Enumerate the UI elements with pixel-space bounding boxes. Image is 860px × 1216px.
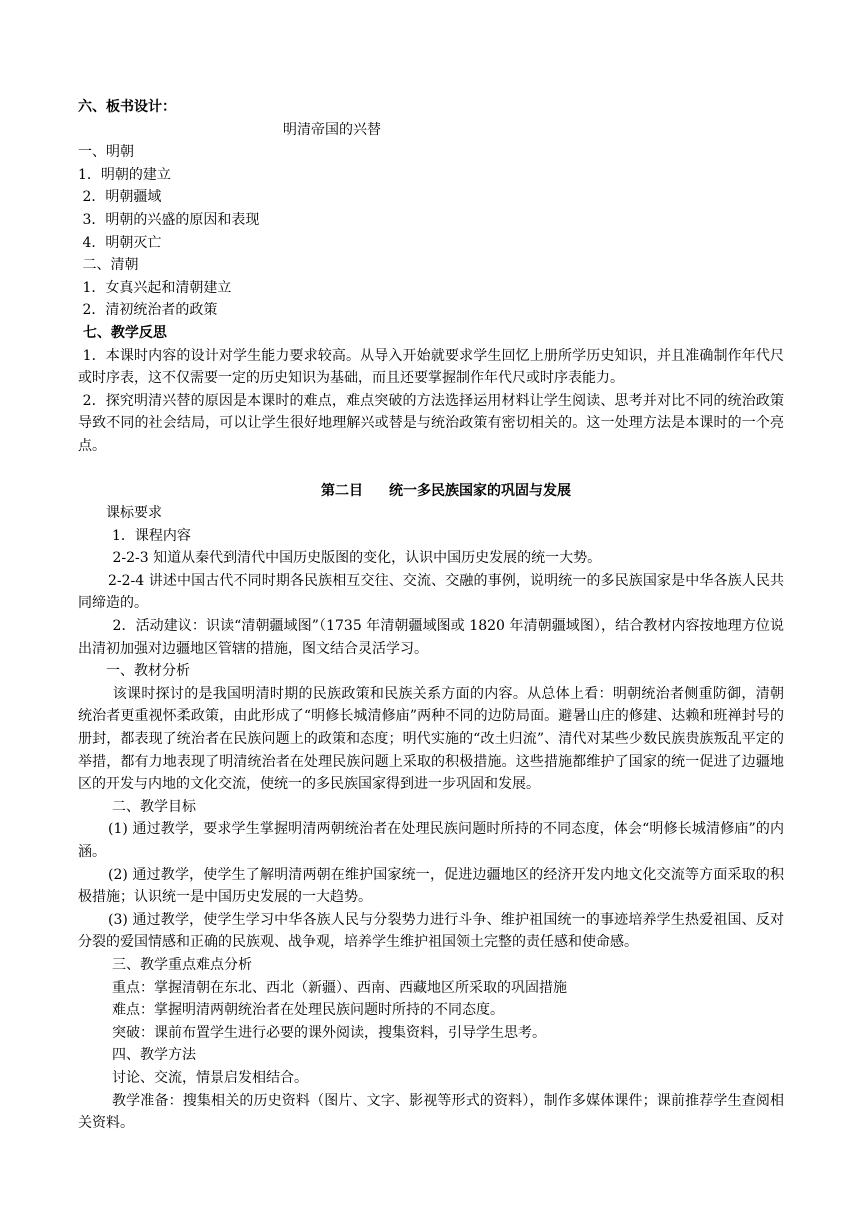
board-item: 1．明朝的建立 — [78, 166, 171, 183]
method-heading: 四、教学方法 — [112, 1047, 196, 1064]
section-title — [78, 480, 784, 503]
key-heading: 三、教学重点难点分析 — [112, 956, 252, 973]
analysis-text: 该课时探讨的是我国明清时期的民族政策和民族关系方面的内容。从总体上看：明朝统治者侧重防御，清朝统治者更重视怀柔政策，由此形成了“明修长城清修庙”两种不同的边防局面。避暑山庄的修建、达赖和班禅封号的册封，都表现了统治者在民族问题上的政策和态度；明代实施的“改土归流”、清代对某些少数民族贵族叛乱平定的举措，都有力地表现了明清统治者在处理民族问题上采取的积极措施。这些措施都维护了国家的统一促进了边疆地区的开发与内地的文化交流，使统一的多民族国家得到进一步巩固和发展。 — [78, 685, 785, 793]
board-item: 二、清朝 — [78, 257, 139, 274]
analysis-heading: 一、教材分析 — [106, 663, 190, 680]
prep-text: 教学准备：搜集相关的历史资料（图片、文字、影视等形式的资料），制作多媒体课件；课前推荐学生查阅相关资料。 — [78, 1092, 784, 1132]
course-item: 2-2-4 讲述中国古代不同时期各民族相互交往、交流、交融的事例，说明统一的多民族国家是中华各族人民共同缔造的。 — [78, 572, 784, 612]
standard-heading: 课标要求 — [106, 505, 162, 522]
board-item: 1．女真兴起和清朝建立 — [78, 279, 232, 296]
course-heading: 1．课程内容 — [112, 527, 191, 544]
goal-item: (3) 通过教学，使学生学习中华各族人民与分裂势力进行斗争、维护祖国统一的事迹培养学生热爱祖国、反对分裂的爱国情感和正确的民族观、战争观，培养学生维护祖国领土完整的责任感和使命感。 — [78, 911, 784, 951]
document-page — [78, 96, 784, 1135]
reflection-heading: 七、教学反思 — [78, 324, 167, 341]
board-item: 4．明朝灭亡 — [78, 234, 162, 251]
board-heading: 六、板书设计： — [78, 99, 176, 115]
goal-item: (2) 通过教学，使学生了解明清两朝在维护国家统一，促进边疆地区的经济开发内地文化交流等方面采取的积极措施；认识统一是中国历史发展的一大趋势。 — [78, 866, 784, 906]
key-point: 难点：掌握明清两朝统治者在处理民族问题时所持的不同态度。 — [112, 1002, 504, 1019]
method-text: 讨论、交流，情景启发相结合。 — [112, 1069, 308, 1086]
board-item: 一、明朝 — [78, 144, 134, 161]
reflection-paragraph: 2．探究明清兴替的原因是本课时的难点，难点突破的方法选择运用材料让学生阅读、思考并对比不同的统治政策导致不同的社会结局，可以让学生很好地理解兴或替是与统治政策有密切相关的。这一处理方法是本课时的一个亮点。 — [78, 392, 785, 454]
section-title-right: 统一多民族国家的巩固与发展 — [389, 482, 571, 499]
board-item: 2．清初统治者的政策 — [78, 302, 218, 319]
goals-heading: 二、教学目标 — [112, 798, 196, 815]
course-item: 2-2-3 知道从秦代到清代中国历史版图的变化，认识中国历史发展的统一大势。 — [108, 550, 602, 567]
reflection-paragraph: 1．本课时内容的设计对学生能力要求较高。从导入开始就要求学生回忆上册所学历史知识，并且准确制作年代尺或时序表，这不仅需要一定的历史知识为基础，而且还要掌握制作年代尺或时序表能力。 — [78, 347, 785, 387]
goal-item: (1) 通过教学，要求学生掌握明清两朝统治者在处理民族问题时所持的不同态度，体会“明修长城清修庙”的内涵。 — [78, 821, 784, 860]
section-title-left: 第二目 — [321, 482, 363, 499]
key-point: 重点：掌握清朝在东北、西北（新疆）、西南、西藏地区所采取的巩固措施 — [112, 979, 567, 996]
board-item: 3．明朝的兴盛的原因和表现 — [78, 211, 260, 228]
board-item: 2．明朝疆域 — [78, 189, 162, 206]
activity-text: 2．活动建议：识读“清朝疆域图”（1735 年清朝疆域图或 1820 年清朝疆域图），结合教材内容按地理方位说出清初加强对边疆地区管辖的措施，图文结合灵活学习。 — [78, 618, 784, 657]
board-title: 明清帝国的兴替 — [283, 121, 381, 138]
key-point: 突破：课前布置学生进行必要的课外阅读，搜集资料，引导学生思考。 — [112, 1024, 546, 1041]
